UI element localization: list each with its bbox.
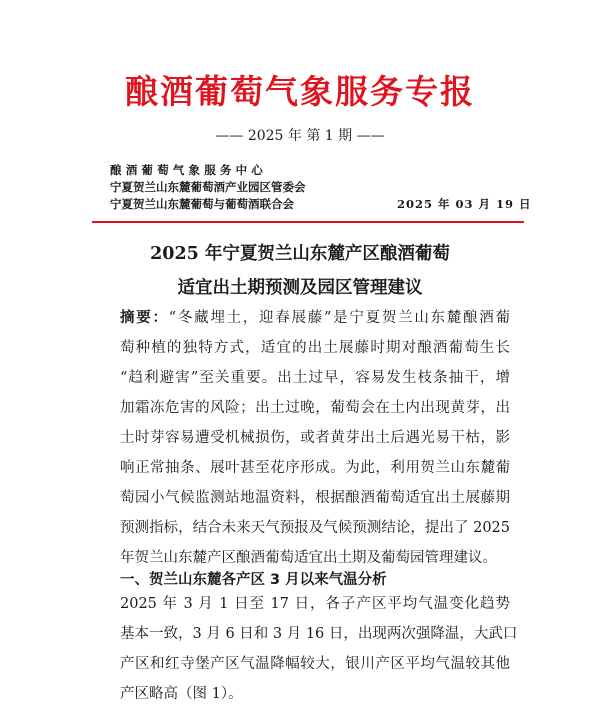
article-title-line-1: 2025 年宁夏贺兰山东麓产区酿酒葡萄 bbox=[150, 244, 450, 264]
section-1-body bbox=[120, 589, 518, 709]
abstract-line: 响正常抽条、展叶甚至花序形成。为此，利用贺兰山东麓葡 bbox=[120, 460, 510, 476]
issuing-organizations bbox=[110, 162, 306, 213]
abstract-line: 萄园小气候监测站地温资料，根据酿酒葡萄适宜出土展藤期 bbox=[120, 490, 510, 506]
paragraph-line: 产区略高（图 1）。 bbox=[120, 686, 243, 702]
abstract-line: “趋利避害”至关重要。出土过早，容易发生枝条抽干，增 bbox=[120, 370, 510, 386]
org-name: 宁夏贺兰山东麓葡萄酒产业园区管委会 bbox=[110, 180, 306, 194]
header-divider bbox=[92, 221, 524, 223]
abstract-line: 年贺兰山东麓产区酿酒葡萄适宜出土期及葡萄园管理建议。 bbox=[120, 550, 497, 566]
abstract-line: 预测指标，结合未来天气预报及气候预测结论，提出了 2025 bbox=[120, 520, 510, 536]
abstract bbox=[120, 303, 510, 573]
abstract-line: 加霜冻危害的风险；出土过晚，葡萄会在土内出现黄芽，出 bbox=[120, 400, 510, 416]
paragraph-line: 产区和红寺堡产区气温降幅较大，银川产区平均气温较其他 bbox=[120, 656, 510, 672]
abstract-label: 摘要： bbox=[120, 309, 169, 326]
paragraph-line: 基本一致，3 月 6 日和 3 月 16 日，出现两次强降温，大武口 bbox=[120, 626, 518, 642]
abstract-line bbox=[120, 303, 510, 333]
article-title-line-2: 适宜出土期预测及园区管理建议 bbox=[177, 278, 423, 298]
abstract-text: “冬藏埋土，迎春展藤”是宁夏贺兰山东麓酿酒葡 bbox=[168, 310, 511, 326]
masthead-title: 酿酒葡萄气象服务专报 bbox=[125, 72, 475, 111]
issue-date: 2025 年 03 月 19 日 bbox=[397, 197, 532, 211]
section-heading: 一、贺兰山东麓各产区 3 月以来气温分析 bbox=[120, 572, 387, 588]
org-name: 酿酒葡萄气象服务中心 bbox=[110, 163, 267, 177]
paragraph-line: 2025 年 3 月 1 日至 17 日，各子产区平均气温变化趋势 bbox=[120, 596, 510, 612]
abstract-line: 萄种植的独特方式，适宜的出土展藤时期对酿酒葡萄生长 bbox=[120, 340, 510, 356]
org-name: 宁夏贺兰山东麓葡萄与葡萄酒联合会 bbox=[110, 197, 294, 211]
issue-number: —— 2025 年 第 1 期 —— bbox=[215, 128, 385, 144]
abstract-line: 土时芽容易遭受机械损伤，或者黄芽出土后遇光易干枯，影 bbox=[120, 430, 510, 446]
